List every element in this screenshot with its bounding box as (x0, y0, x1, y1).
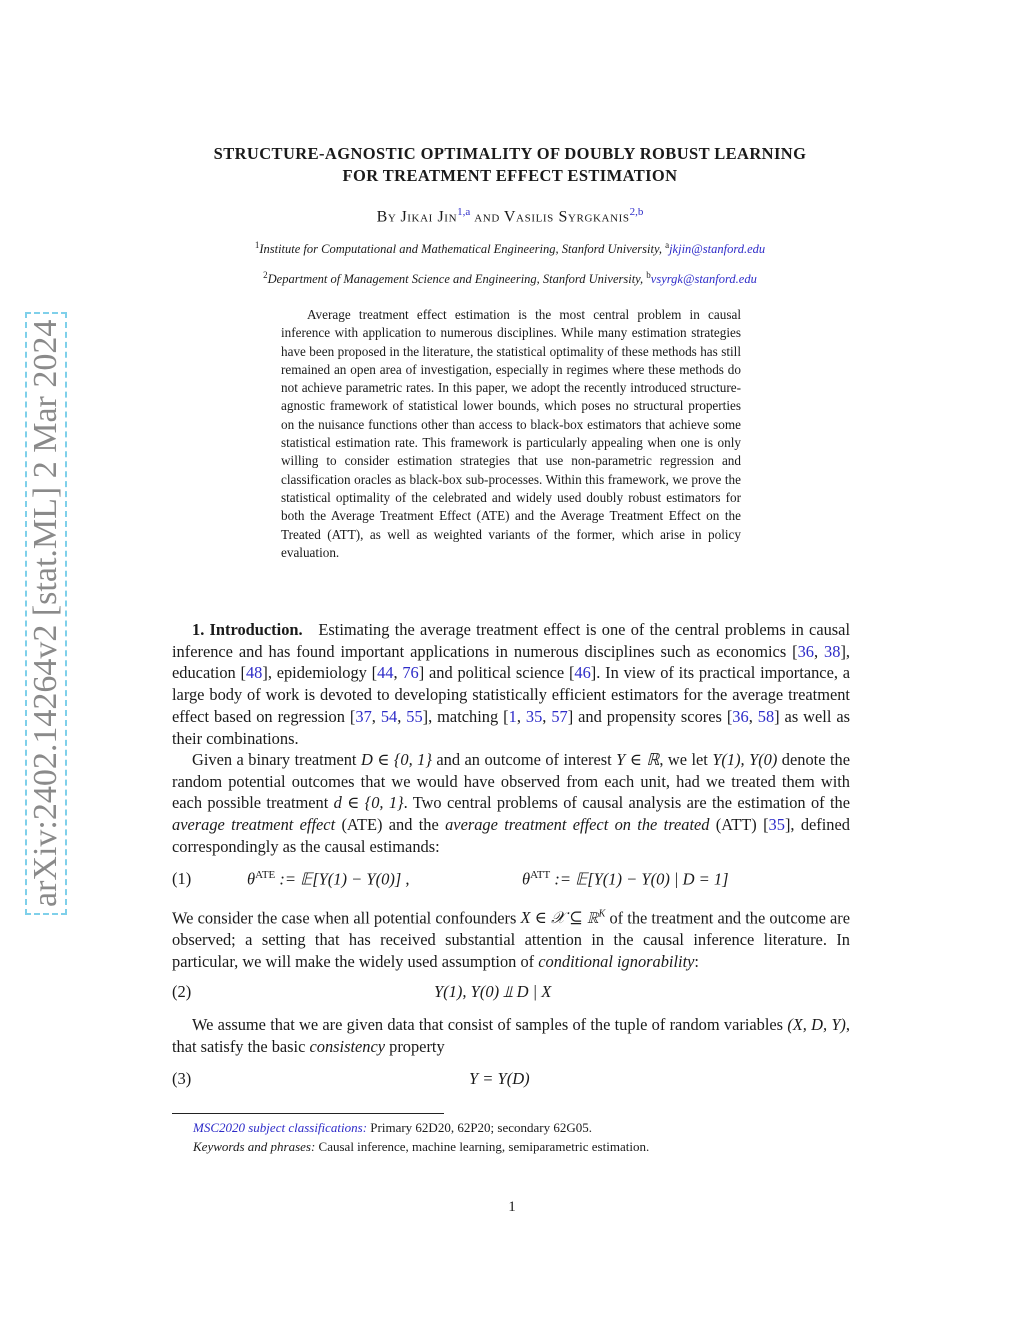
math-inline: Y ∈ ℝ (616, 750, 660, 769)
email-2-mark: b (646, 270, 651, 280)
intro-paragraph-4: We assume that we are given data that consist of samples of the tuple of random variables (X, D, Y), that satisfy the basic consistency property (172, 1015, 851, 1056)
citation-link[interactable]: 54 (380, 706, 398, 726)
att-term: average treatment effect on the treated (445, 815, 710, 835)
ate-term: average treatment effect (172, 815, 336, 835)
consistency-term: consistency (309, 1036, 386, 1056)
equation-number: (3) (172, 1069, 192, 1088)
theta-ate-expr: $\theta^{ATE}$ := 𝔼[Y(1) − Y(0)] , (247, 869, 410, 889)
math-inline: (X, D, Y) (787, 1015, 846, 1034)
abstract: Average treatment effect estimation is the most central problem in causal inference with application to numerous disciplines. While many estimation strategies have been proposed in the literature, the statistical optimality of these methods has still remained an open area of investigation, especially in regimes where these methods do not achieve parametric rates. In this paper, we adopt the recently introduced structure-agnostic framework of statistical lower bounds, which poses no structural properties on the nuisance functions other than access to black-box estimators that achieve some statistical estimation rate. This framework is particularly appealing when one is only willing to consider estimation strategies that use non-parametric regression and classification oracles as black-box sub-processes. Within this framework, we prove the statistical optimality of the celebrated and widely used doubly robust estimators for both the Average Treatment Effect (ATE) and the Average Treatment Effect on the Treated (ATT), as well as weighted variants of the former, which arise in policy evaluation. (281, 307, 741, 560)
citation-link[interactable]: 38 (824, 641, 841, 661)
equation-2 (172, 982, 850, 1006)
email-1-mark: a (665, 240, 670, 250)
author-1-affil-mark[interactable]: 1,a (457, 206, 471, 218)
equation-3 (172, 1069, 850, 1093)
equation-number: (2) (172, 982, 192, 1001)
math-inline: D ∈ {0, 1} (360, 750, 432, 769)
affiliation-1-num: 1 (254, 240, 260, 250)
footnote-msc: MSC2020 subject classifications: Primary 62D20, 62P20; secondary 62G05. (193, 1120, 592, 1135)
arxiv-side-stamp: arXiv:2402.14264v2 [stat.ML] 2 Mar 2024 (25, 312, 67, 915)
author-2-affil-mark[interactable]: 2,b (629, 206, 644, 218)
by-label: By (376, 208, 397, 226)
section-heading: 1. Introduction. (192, 620, 303, 639)
conditional-ignorability-term: conditional ignorability (538, 951, 695, 971)
citation-link[interactable]: 55 (406, 706, 423, 726)
footnote-keywords: Keywords and phrases: Causal inference, machine learning, semiparametric estimation. (193, 1139, 650, 1154)
equation-number: (1) (172, 869, 192, 888)
theta-att-expr: $\theta^{ATT}$ := 𝔼[Y(1) − Y(0) | D = 1] (522, 869, 729, 889)
citation-link[interactable]: 37 (355, 706, 372, 726)
citation-link[interactable]: 48 (245, 663, 263, 683)
intro-paragraph-2: Given a binary treatment D ∈ {0, 1} and an outcome of interest Y ∈ ℝ, we let Y(1), Y(0) denote the random potential outcomes that we would have observed from each unit, had we treated them with each possible treatment d ∈ {0, 1}. Two central problems of causal analysis are the estimation of the average treatment effect (ATE) and the average treatment effect on the treated (ATT) [35], defined correspondingly as the causal estimands: (172, 750, 850, 856)
citation-link[interactable]: 58 (757, 706, 775, 726)
affiliation-1 (120, 240, 900, 257)
msc-link[interactable]: MSC2020 subject classifications: (193, 1120, 368, 1135)
author-2-name: Vasilis Syrgkanis (503, 208, 630, 226)
citation-link[interactable]: 46 (574, 663, 591, 683)
affiliation-1-text: Institute for Computational and Mathematical Engineering, Stanford University, (259, 242, 666, 257)
citation-link[interactable]: 35 (768, 815, 785, 835)
citation-link[interactable]: 57 (551, 706, 568, 726)
paper-title (120, 143, 900, 187)
math-inline: Y(1), Y(0) (712, 750, 778, 769)
email-1-link[interactable]: jkjin@stanford.edu (669, 242, 766, 257)
and-label: and (474, 208, 500, 226)
equation-1 (172, 869, 850, 893)
intro-paragraph-1: 1. Introduction. Estimating the average treatment effect is one of the central problems in causal inference and has found important applications in numerous disciplines such as economics [36, 38], education [48], epidemiology [44, 76] and political science [46]. In view of its practical importance, a large body of work is devoted to developing statistically efficient estimators for the average treatment effect based on regression [37, 54, 55], matching [1, 35, 57] and propensity scores [36, 58] as well as their combinations. (172, 620, 851, 748)
citation-link[interactable]: 1 (508, 706, 517, 726)
citation-link[interactable]: 44 (377, 663, 394, 683)
citation-link[interactable]: 36 (732, 706, 749, 726)
citation-link[interactable]: 36 (797, 641, 814, 661)
email-2-link[interactable]: vsyrgk@stanford.edu (650, 272, 757, 287)
citation-link[interactable]: 35 (525, 706, 543, 726)
math-inline: d ∈ {0, 1} (333, 793, 404, 813)
affiliation-2-text: Department of Management Science and Engineering, Stanford University, (267, 272, 647, 287)
math-inline: X ∈ 𝒳 ⊆ ℝ$^K$ (520, 908, 606, 928)
intro-paragraph-3: We consider the case when all potential confounders X ∈ 𝒳 ⊆ ℝ$^K$ of the treatment and the outcome are observed; a setting that has received substantial attention in the causal inference literature. In particular, we will make the widely used assumption of conditional ignorability: (172, 908, 850, 971)
title-line-2: FOR TREATMENT EFFECT ESTIMATION (342, 166, 678, 185)
citation-link[interactable]: 76 (402, 663, 419, 683)
affiliation-2 (120, 270, 900, 287)
author-1-name: Jikai Jin (400, 208, 458, 226)
author-line (120, 206, 900, 226)
page-number: 1 (508, 1199, 516, 1215)
affiliation-2-num: 2 (263, 270, 268, 280)
ignorability-expr: Y(1), Y(0) ⫫ D | X (434, 982, 552, 1001)
footnote-rule (172, 1113, 444, 1114)
consistency-expr: Y = Y(D) (469, 1069, 530, 1088)
title-line-1: STRUCTURE-AGNOSTIC OPTIMALITY OF DOUBLY ROBUST LEARNING (213, 144, 807, 163)
